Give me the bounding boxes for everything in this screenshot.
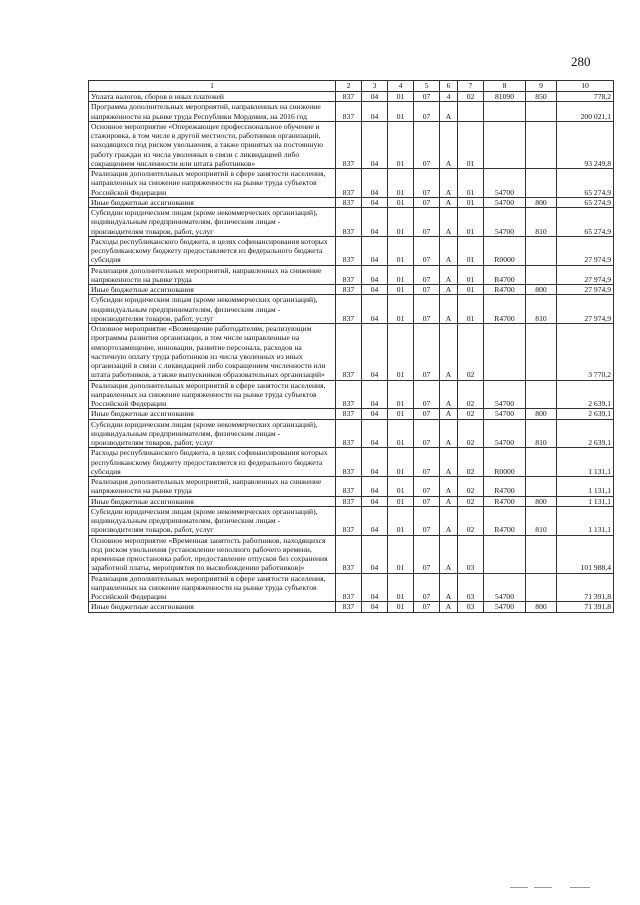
row-name: Субсидии юридическим лицам (кроме некоммерческих организаций), индивидуальным предпринимателям, физическим лицам - производителям товаров, работ, услуг: [89, 419, 336, 448]
column-header: 1: [89, 81, 336, 92]
cell-subsection: 01: [388, 208, 414, 237]
cell-program: 07: [414, 92, 440, 102]
cell-event: 03: [458, 602, 484, 612]
cell-event: 03: [458, 573, 484, 602]
cell-ministry: 837: [336, 496, 362, 506]
row-name: Иные бюджетные ассигнования: [89, 285, 336, 295]
table-row: [89, 448, 614, 477]
table-row: [89, 92, 614, 102]
table-row: [89, 419, 614, 448]
cell-subprogram: А: [440, 409, 458, 419]
cell-amount: 27 974,9: [557, 265, 614, 285]
cell-event: 02: [458, 324, 484, 381]
cell-program: 07: [414, 419, 440, 448]
cell-program: 07: [414, 265, 440, 285]
cell-event: 01: [458, 265, 484, 285]
row-name: Иные бюджетные ассигнования: [89, 496, 336, 506]
column-header: 3: [362, 81, 388, 92]
cell-section: 04: [362, 285, 388, 295]
cell-subprogram: 4: [440, 92, 458, 102]
cell-expense-code: R4700: [484, 477, 526, 497]
cell-subprogram: А: [440, 169, 458, 198]
cell-event: 03: [458, 535, 484, 573]
cell-ministry: 837: [336, 573, 362, 602]
cell-ministry: 837: [336, 169, 362, 198]
cell-ministry: 837: [336, 324, 362, 381]
header-row: [89, 81, 614, 92]
cell-expense-type: 800: [526, 197, 557, 207]
cell-section: 04: [362, 573, 388, 602]
cell-expense-code: [484, 324, 526, 381]
cell-event: 02: [458, 506, 484, 535]
footer-mark: [510, 887, 528, 888]
cell-ministry: 837: [336, 419, 362, 448]
row-name: Иные бюджетные ассигнования: [89, 602, 336, 612]
cell-program: 07: [414, 236, 440, 265]
cell-section: 04: [362, 121, 388, 168]
cell-event: 02: [458, 448, 484, 477]
cell-section: 04: [362, 102, 388, 122]
cell-section: 04: [362, 92, 388, 102]
table-row: [89, 121, 614, 168]
cell-amount: 65 274,9: [557, 197, 614, 207]
cell-event: 02: [458, 380, 484, 409]
cell-expense-code: 54700: [484, 602, 526, 612]
cell-subsection: 01: [388, 477, 414, 497]
cell-section: 04: [362, 324, 388, 381]
cell-event: 01: [458, 285, 484, 295]
table-row: [89, 208, 614, 237]
cell-ministry: 837: [336, 285, 362, 295]
cell-event: 01: [458, 121, 484, 168]
cell-expense-code: [484, 121, 526, 168]
column-header: 9: [526, 81, 557, 92]
cell-subsection: 01: [388, 169, 414, 198]
cell-section: 04: [362, 197, 388, 207]
cell-subprogram: А: [440, 419, 458, 448]
row-name: Субсидии юридическим лицам (кроме некоммерческих организаций), индивидуальным предпринимателям, физическим лицам - производителям товаров, работ, услуг: [89, 506, 336, 535]
table-row: [89, 380, 614, 409]
cell-amount: 71 391,8: [557, 573, 614, 602]
footer-mark: [570, 887, 590, 888]
row-name: Субсидии юридическим лицам (кроме некоммерческих организаций), индивидуальным предпринимателям, физическим лицам - производителям товаров, работ, услуг: [89, 208, 336, 237]
cell-amount: 778,2: [557, 92, 614, 102]
cell-expense-type: [526, 169, 557, 198]
row-name: Реализация дополнительных мероприятий в сфере занятости населения, направленных на снижение напряженности на рынке труда субъектов Российской Федерации: [89, 573, 336, 602]
row-name: Расходы республиканского бюджета, в целях софинансирования которых республиканскому бюджету предоставляется из федерального бюджета субсидия: [89, 448, 336, 477]
cell-expense-code: 54700: [484, 380, 526, 409]
cell-ministry: 837: [336, 448, 362, 477]
cell-event: 02: [458, 419, 484, 448]
column-header: 5: [414, 81, 440, 92]
cell-program: 07: [414, 121, 440, 168]
row-name: Реализация дополнительных мероприятий, направленных на снижение напряженности на рынке труда: [89, 265, 336, 285]
cell-subprogram: А: [440, 380, 458, 409]
cell-event: 01: [458, 295, 484, 324]
cell-subsection: 01: [388, 236, 414, 265]
cell-expense-type: [526, 102, 557, 122]
column-header: 6: [440, 81, 458, 92]
cell-expense-code: R4700: [484, 265, 526, 285]
cell-section: 04: [362, 409, 388, 419]
cell-section: 04: [362, 236, 388, 265]
cell-expense-type: 800: [526, 496, 557, 506]
cell-subsection: 01: [388, 496, 414, 506]
cell-section: 04: [362, 535, 388, 573]
cell-amount: 71 391,8: [557, 602, 614, 612]
cell-amount: 2 639,1: [557, 409, 614, 419]
cell-program: 07: [414, 208, 440, 237]
cell-amount: 200 021,1: [557, 102, 614, 122]
cell-event: 02: [458, 92, 484, 102]
cell-program: 07: [414, 380, 440, 409]
table-row: [89, 285, 614, 295]
cell-event: 01: [458, 197, 484, 207]
row-name: Уплата налогов, сборов и иных платежей: [89, 92, 336, 102]
cell-subprogram: А: [440, 285, 458, 295]
cell-amount: 3 770,2: [557, 324, 614, 381]
cell-subsection: 01: [388, 602, 414, 612]
cell-amount: 27 974,9: [557, 285, 614, 295]
cell-subprogram: А: [440, 265, 458, 285]
table-row: [89, 197, 614, 207]
cell-ministry: 837: [336, 295, 362, 324]
cell-ministry: 837: [336, 197, 362, 207]
row-name: Основное мероприятие «Временная занятость работников, находящихся под риском увольнения (установление неполного рабочего времени, временная приостановка работ, предоставление отпусков без сохранения заработной платы, мероприятия по высвобождению работников)»: [89, 535, 336, 573]
cell-program: 07: [414, 169, 440, 198]
cell-subsection: 01: [388, 448, 414, 477]
table-row: [89, 324, 614, 381]
cell-subprogram: А: [440, 197, 458, 207]
cell-expense-type: [526, 380, 557, 409]
page-number: 280: [571, 54, 591, 69]
cell-expense-type: [526, 121, 557, 168]
cell-program: 07: [414, 102, 440, 122]
table-row: [89, 602, 614, 612]
cell-program: 07: [414, 448, 440, 477]
cell-expense-code: [484, 535, 526, 573]
cell-expense-type: [526, 265, 557, 285]
cell-expense-code: R4700: [484, 295, 526, 324]
cell-subprogram: А: [440, 208, 458, 237]
cell-expense-code: 54700: [484, 419, 526, 448]
cell-amount: 2 639,1: [557, 419, 614, 448]
cell-section: 04: [362, 208, 388, 237]
cell-ministry: 837: [336, 477, 362, 497]
row-name: Реализация дополнительных мероприятий в сфере занятости населения, направленных на снижение напряженности на рынке труда субъектов Российской Федерации: [89, 169, 336, 198]
cell-subsection: 01: [388, 409, 414, 419]
cell-subprogram: А: [440, 102, 458, 122]
cell-ministry: 837: [336, 92, 362, 102]
cell-section: 04: [362, 496, 388, 506]
row-name: Иные бюджетные ассигнования: [89, 197, 336, 207]
budget-table: [88, 80, 614, 613]
column-header: 2: [336, 81, 362, 92]
cell-expense-type: 810: [526, 208, 557, 237]
cell-amount: 27 974,9: [557, 236, 614, 265]
table-row: [89, 477, 614, 497]
cell-ministry: 837: [336, 602, 362, 612]
cell-program: 07: [414, 409, 440, 419]
table-row: [89, 236, 614, 265]
cell-program: 07: [414, 602, 440, 612]
cell-expense-type: [526, 448, 557, 477]
cell-expense-code: 54700: [484, 197, 526, 207]
cell-subprogram: А: [440, 496, 458, 506]
cell-ministry: 837: [336, 208, 362, 237]
cell-amount: 1 131,1: [557, 477, 614, 497]
cell-expense-type: 800: [526, 602, 557, 612]
cell-subsection: 01: [388, 380, 414, 409]
cell-subsection: 01: [388, 102, 414, 122]
cell-ministry: 837: [336, 121, 362, 168]
cell-section: 04: [362, 419, 388, 448]
table-row: [89, 573, 614, 602]
cell-expense-code: 54700: [484, 409, 526, 419]
cell-section: 04: [362, 477, 388, 497]
cell-event: 01: [458, 236, 484, 265]
cell-expense-type: 800: [526, 409, 557, 419]
cell-subprogram: А: [440, 236, 458, 265]
cell-expense-type: 850: [526, 92, 557, 102]
cell-section: 04: [362, 169, 388, 198]
cell-expense-code: R4700: [484, 496, 526, 506]
cell-expense-type: [526, 324, 557, 381]
cell-amount: 101 988,4: [557, 535, 614, 573]
table-row: [89, 535, 614, 573]
cell-program: 07: [414, 295, 440, 324]
cell-expense-type: [526, 236, 557, 265]
table-row: [89, 169, 614, 198]
cell-subprogram: А: [440, 121, 458, 168]
cell-subsection: 01: [388, 573, 414, 602]
row-name: Программа дополнительных мероприятий, направленных на снижение напряженности на рынке труда Республики Мордовия, на 2016 год: [89, 102, 336, 122]
cell-section: 04: [362, 295, 388, 324]
cell-expense-code: R4700: [484, 506, 526, 535]
cell-event: 02: [458, 409, 484, 419]
cell-section: 04: [362, 380, 388, 409]
cell-expense-type: 800: [526, 285, 557, 295]
cell-subsection: 01: [388, 324, 414, 381]
cell-amount: 93 249,8: [557, 121, 614, 168]
table-row: [89, 496, 614, 506]
cell-program: 07: [414, 477, 440, 497]
cell-subprogram: А: [440, 295, 458, 324]
table-row: [89, 506, 614, 535]
row-name: Основное мероприятие «Опережающее профессиональное обучение и стажировка, в том числе в другой местности, работников организаций, находящихся под риском увольнения, а также принятых на постоянную работу граждан из числа уволенных в связи с ликвидацией либо сокращением численности или штата работников»: [89, 121, 336, 168]
cell-section: 04: [362, 265, 388, 285]
cell-program: 07: [414, 535, 440, 573]
cell-expense-code: R0000: [484, 236, 526, 265]
cell-subprogram: А: [440, 477, 458, 497]
cell-program: 07: [414, 197, 440, 207]
cell-amount: 2 639,1: [557, 380, 614, 409]
table-row: [89, 295, 614, 324]
cell-subprogram: А: [440, 602, 458, 612]
cell-program: 07: [414, 324, 440, 381]
cell-amount: 27 974,9: [557, 295, 614, 324]
cell-expense-type: [526, 573, 557, 602]
cell-ministry: 837: [336, 236, 362, 265]
cell-program: 07: [414, 573, 440, 602]
cell-subprogram: А: [440, 448, 458, 477]
row-name: Субсидии юридическим лицам (кроме некоммерческих организаций), индивидуальным предпринимателям, физическим лицам - производителям товаров, работ, услуг: [89, 295, 336, 324]
cell-subsection: 01: [388, 265, 414, 285]
cell-ministry: 837: [336, 265, 362, 285]
cell-amount: 1 131,1: [557, 496, 614, 506]
cell-expense-type: 810: [526, 419, 557, 448]
cell-amount: 1 131,1: [557, 506, 614, 535]
cell-subsection: 01: [388, 295, 414, 324]
cell-expense-code: R4700: [484, 285, 526, 295]
cell-subsection: 01: [388, 285, 414, 295]
cell-subsection: 01: [388, 506, 414, 535]
column-header: 10: [557, 81, 614, 92]
cell-amount: 65 274,9: [557, 208, 614, 237]
cell-subprogram: А: [440, 324, 458, 381]
cell-expense-type: [526, 535, 557, 573]
row-name: Реализация дополнительных мероприятий в сфере занятости населения, направленных на снижение напряженности на рынке труда субъектов Российской Федерации: [89, 380, 336, 409]
column-header: 4: [388, 81, 414, 92]
cell-ministry: 837: [336, 535, 362, 573]
cell-event: 02: [458, 496, 484, 506]
cell-subprogram: А: [440, 506, 458, 535]
cell-expense-type: [526, 477, 557, 497]
column-header: 7: [458, 81, 484, 92]
cell-ministry: 837: [336, 102, 362, 122]
cell-section: 04: [362, 602, 388, 612]
cell-expense-code: R0000: [484, 448, 526, 477]
cell-program: 07: [414, 506, 440, 535]
cell-ministry: 837: [336, 506, 362, 535]
row-name: Иные бюджетные ассигнования: [89, 409, 336, 419]
cell-expense-type: 810: [526, 506, 557, 535]
cell-program: 07: [414, 285, 440, 295]
row-name: Основное мероприятие «Возмещение работодателям, реализующим программы развития организации, в том числе направленные на импортозамещение, инновации, развитие персонала, расходов на частичную оплату труда работников из числа уволенных из иных организаций в связи с ликвидацией либо сокращением численности или штата работников, а также выпускников образовательных организаций»: [89, 324, 336, 381]
cell-expense-code: 54700: [484, 169, 526, 198]
table-row: [89, 409, 614, 419]
cell-expense-code: [484, 102, 526, 122]
cell-expense-code: 81090: [484, 92, 526, 102]
cell-event: 02: [458, 477, 484, 497]
cell-expense-code: 54700: [484, 208, 526, 237]
cell-amount: 1 131,1: [557, 448, 614, 477]
cell-subsection: 01: [388, 197, 414, 207]
cell-amount: 65 274,9: [557, 169, 614, 198]
cell-subprogram: А: [440, 535, 458, 573]
column-header: 8: [484, 81, 526, 92]
cell-program: 07: [414, 496, 440, 506]
table-row: [89, 265, 614, 285]
row-name: Реализация дополнительных мероприятий, направленных на снижение напряженности на рынке труда: [89, 477, 336, 497]
cell-subsection: 01: [388, 535, 414, 573]
cell-section: 04: [362, 448, 388, 477]
cell-subprogram: А: [440, 573, 458, 602]
cell-subsection: 01: [388, 92, 414, 102]
cell-ministry: 837: [336, 380, 362, 409]
cell-ministry: 837: [336, 409, 362, 419]
cell-subsection: 01: [388, 121, 414, 168]
cell-expense-code: 54700: [484, 573, 526, 602]
table-row: [89, 102, 614, 122]
cell-event: 01: [458, 208, 484, 237]
cell-section: 04: [362, 506, 388, 535]
footer-mark: [534, 887, 552, 888]
cell-expense-type: 810: [526, 295, 557, 324]
cell-subsection: 01: [388, 419, 414, 448]
table-body: [89, 92, 614, 613]
cell-event: 01: [458, 169, 484, 198]
row-name: Расходы республиканского бюджета, в целях софинансирования которых республиканскому бюджету предоставляется из федерального бюджета субсидия: [89, 236, 336, 265]
cell-event: [458, 102, 484, 122]
